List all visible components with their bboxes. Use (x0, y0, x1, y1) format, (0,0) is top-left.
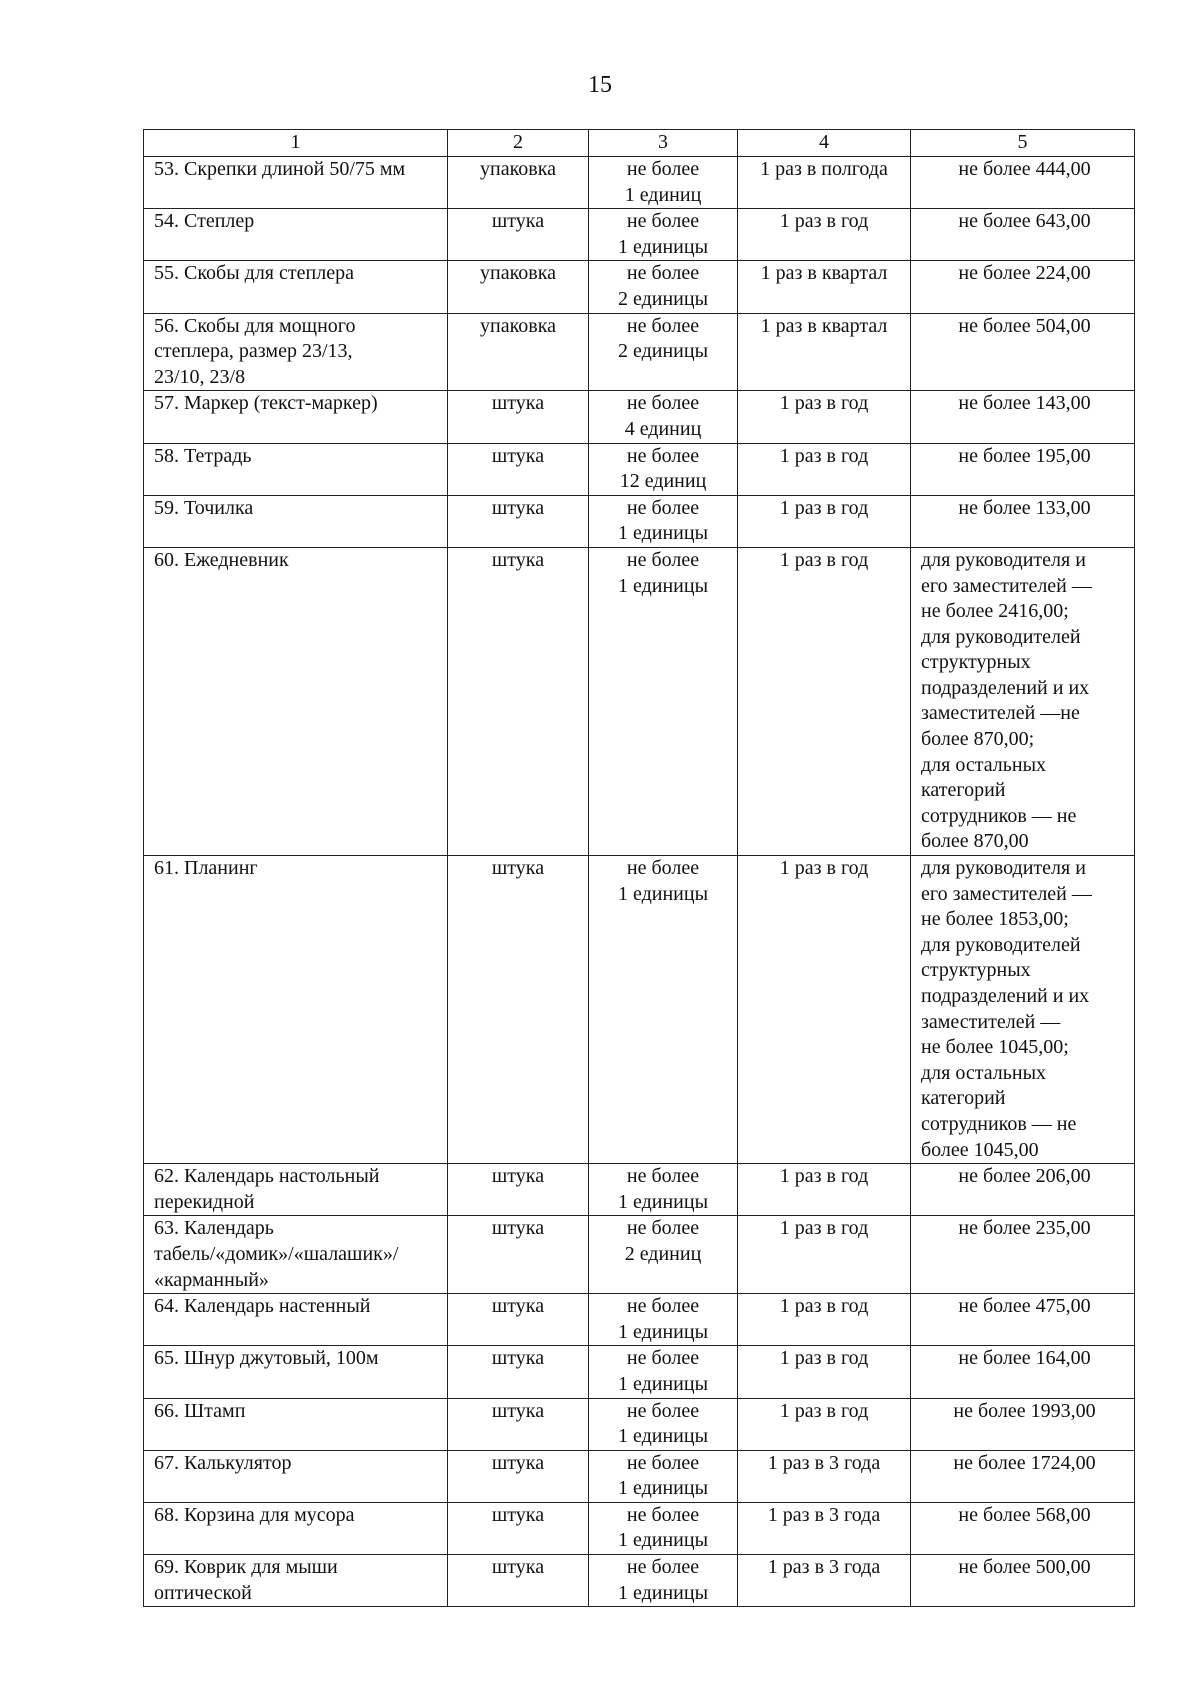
unit-cell: упаковка (448, 157, 589, 209)
header-col-5: 5 (911, 130, 1135, 157)
table-row (144, 261, 1135, 313)
quantity-cell: не более 1 единицы (589, 1502, 738, 1554)
item-name-cell: 53. Скрепки длиной 50/75 мм (144, 157, 448, 209)
table-row (144, 1450, 1135, 1502)
item-name-cell: 56. Скобы для мощного степлера, размер 23/13, 23/10, 23/8 (144, 313, 448, 391)
header-col-2: 2 (448, 130, 589, 157)
price-cell: не более 475,00 (911, 1294, 1135, 1346)
page-number: 15 (588, 72, 612, 98)
frequency-cell: 1 раз в 3 года (738, 1555, 911, 1607)
table-row (144, 1164, 1135, 1216)
table-body (144, 157, 1135, 1607)
table-row (144, 391, 1135, 443)
item-name-cell: 61. Планинг (144, 856, 448, 1164)
frequency-cell: 1 раз в полгода (738, 157, 911, 209)
quantity-cell: не более 1 единицы (589, 856, 738, 1164)
item-name-cell: 68. Корзина для мусора (144, 1502, 448, 1554)
frequency-cell: 1 раз в год (738, 1398, 911, 1450)
unit-cell: штука (448, 1346, 589, 1398)
price-cell: не более 568,00 (911, 1502, 1135, 1554)
frequency-cell: 1 раз в год (738, 547, 911, 855)
unit-cell: штука (448, 1294, 589, 1346)
quantity-cell: не более 1 единицы (589, 495, 738, 547)
frequency-cell: 1 раз в 3 года (738, 1502, 911, 1554)
unit-cell: штука (448, 209, 589, 261)
header-row (144, 130, 1135, 157)
quantity-cell: не более 1 единицы (589, 547, 738, 855)
quantity-cell: не более 2 единицы (589, 313, 738, 391)
price-cell: для руководителя и его заместителей — не более 2416,00; для руководителей структурных подразделений и их заместителей —не более 870,00; для остальных категорий сотрудников — не более 870,00 (911, 547, 1135, 855)
table-row (144, 1502, 1135, 1554)
item-name-cell: 58. Тетрадь (144, 443, 448, 495)
frequency-cell: 1 раз в год (738, 495, 911, 547)
unit-cell: штука (448, 495, 589, 547)
price-cell: не более 206,00 (911, 1164, 1135, 1216)
quantity-cell: не более 12 единиц (589, 443, 738, 495)
table-row (144, 313, 1135, 391)
frequency-cell: 1 раз в год (738, 391, 911, 443)
price-cell: не более 164,00 (911, 1346, 1135, 1398)
frequency-cell: 1 раз в 3 года (738, 1450, 911, 1502)
price-cell: не более 133,00 (911, 495, 1135, 547)
item-name-cell: 62. Календарь настольный перекидной (144, 1164, 448, 1216)
frequency-cell: 1 раз в год (738, 1216, 911, 1294)
item-name-cell: 64. Календарь настенный (144, 1294, 448, 1346)
item-name-cell: 66. Штамп (144, 1398, 448, 1450)
table-row (144, 1555, 1135, 1607)
quantity-cell: не более 2 единицы (589, 261, 738, 313)
unit-cell: штука (448, 391, 589, 443)
item-name-cell: 65. Шнур джутовый, 100м (144, 1346, 448, 1398)
item-name-cell: 63. Календарь табель/«домик»/«шалашик»/ «карманный» (144, 1216, 448, 1294)
price-cell: не более 504,00 (911, 313, 1135, 391)
unit-cell: упаковка (448, 313, 589, 391)
frequency-cell: 1 раз в год (738, 209, 911, 261)
quantity-cell: не более 1 единицы (589, 1164, 738, 1216)
frequency-cell: 1 раз в год (738, 1346, 911, 1398)
price-cell: не более 444,00 (911, 157, 1135, 209)
price-cell: не более 235,00 (911, 1216, 1135, 1294)
table-row (144, 157, 1135, 209)
item-name-cell: 69. Коврик для мыши оптической (144, 1555, 448, 1607)
table-row (144, 209, 1135, 261)
table-row (144, 443, 1135, 495)
quantity-cell: не более 1 единицы (589, 1398, 738, 1450)
item-name-cell: 54. Степлер (144, 209, 448, 261)
quantity-cell: не более 1 единицы (589, 1294, 738, 1346)
table-row (144, 1216, 1135, 1294)
price-cell: для руководителя и его заместителей — не более 1853,00; для руководителей структурных подразделений и их заместителей — не более 1045,00; для остальных категорий сотрудников — не более 1045,00 (911, 856, 1135, 1164)
frequency-cell: 1 раз в квартал (738, 313, 911, 391)
table-row (144, 1346, 1135, 1398)
unit-cell: штука (448, 1164, 589, 1216)
table-row (144, 1294, 1135, 1346)
price-cell: не более 195,00 (911, 443, 1135, 495)
price-cell: не более 1993,00 (911, 1398, 1135, 1450)
item-name-cell: 59. Точилка (144, 495, 448, 547)
unit-cell: штука (448, 1555, 589, 1607)
frequency-cell: 1 раз в год (738, 1294, 911, 1346)
frequency-cell: 1 раз в год (738, 443, 911, 495)
table-row (144, 547, 1135, 855)
unit-cell: штука (448, 1398, 589, 1450)
quantity-cell: не более 2 единиц (589, 1216, 738, 1294)
norms-table (143, 129, 1135, 1607)
quantity-cell: не более 4 единиц (589, 391, 738, 443)
price-cell: не более 500,00 (911, 1555, 1135, 1607)
quantity-cell: не более 1 единиц (589, 157, 738, 209)
price-cell: не более 1724,00 (911, 1450, 1135, 1502)
unit-cell: штука (448, 547, 589, 855)
item-name-cell: 57. Маркер (текст-маркер) (144, 391, 448, 443)
price-cell: не более 224,00 (911, 261, 1135, 313)
quantity-cell: не более 1 единицы (589, 1555, 738, 1607)
unit-cell: штука (448, 1502, 589, 1554)
header-col-3: 3 (589, 130, 738, 157)
table-row (144, 1398, 1135, 1450)
frequency-cell: 1 раз в квартал (738, 261, 911, 313)
item-name-cell: 55. Скобы для степлера (144, 261, 448, 313)
unit-cell: штука (448, 1450, 589, 1502)
table-row (144, 856, 1135, 1164)
quantity-cell: не более 1 единицы (589, 1450, 738, 1502)
unit-cell: штука (448, 856, 589, 1164)
unit-cell: упаковка (448, 261, 589, 313)
frequency-cell: 1 раз в год (738, 856, 911, 1164)
table-row (144, 495, 1135, 547)
header-col-1: 1 (144, 130, 448, 157)
item-name-cell: 67. Калькулятор (144, 1450, 448, 1502)
table-header (144, 130, 1135, 157)
unit-cell: штука (448, 443, 589, 495)
price-cell: не более 143,00 (911, 391, 1135, 443)
price-cell: не более 643,00 (911, 209, 1135, 261)
quantity-cell: не более 1 единицы (589, 209, 738, 261)
frequency-cell: 1 раз в год (738, 1164, 911, 1216)
header-col-4: 4 (738, 130, 911, 157)
quantity-cell: не более 1 единицы (589, 1346, 738, 1398)
unit-cell: штука (448, 1216, 589, 1294)
item-name-cell: 60. Ежедневник (144, 547, 448, 855)
